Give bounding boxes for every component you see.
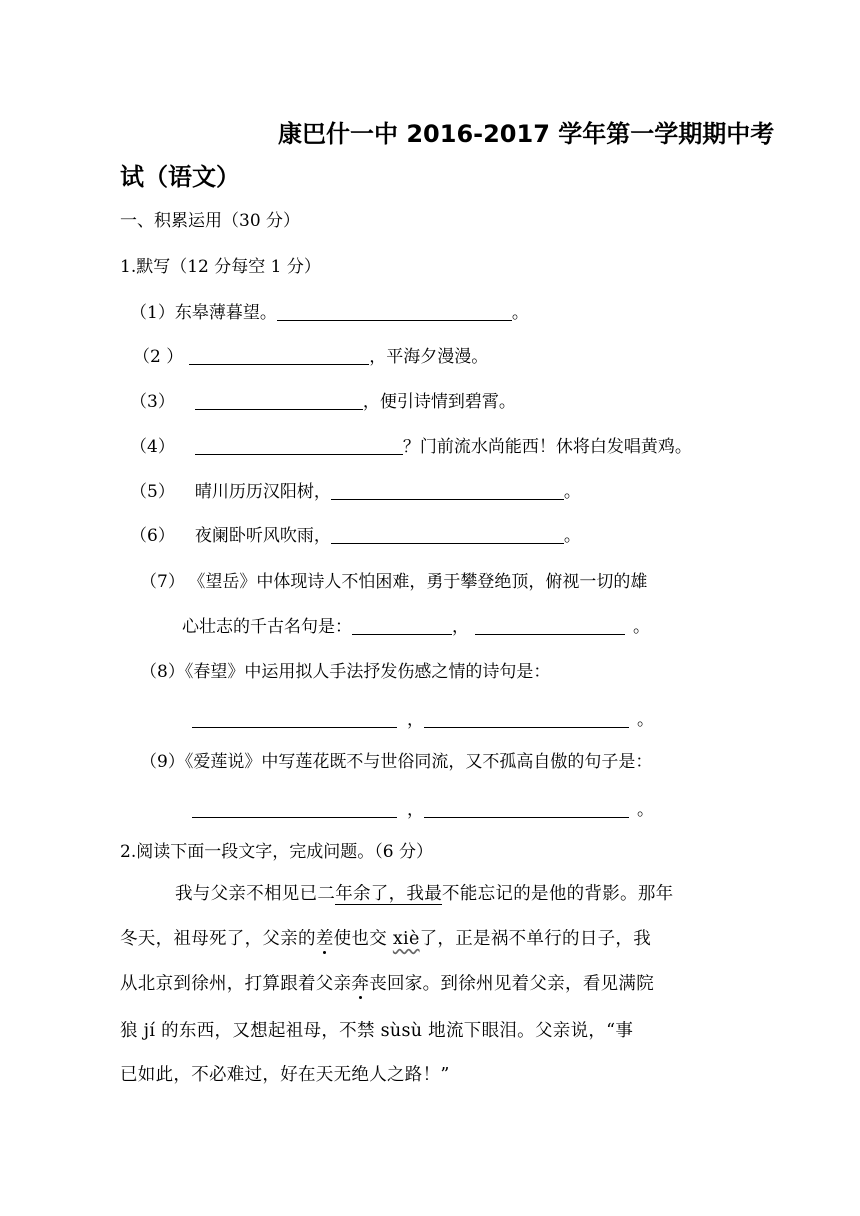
item-end: 。 bbox=[633, 617, 650, 637]
item-prompt: ？门前流水尚能西！休将白发唱黄鸡。 bbox=[402, 437, 692, 457]
item-prompt: 夜阑卧听风吹雨， bbox=[194, 526, 331, 546]
answer-blank[interactable] bbox=[189, 363, 369, 365]
passage-text: 我与父亲不相见已二 bbox=[175, 884, 336, 904]
answer-blank[interactable] bbox=[277, 319, 512, 321]
passage-line-5: 已如此，不必难过，好在天无绝人之路！” bbox=[120, 1065, 450, 1085]
question-1-item-3 bbox=[130, 387, 516, 412]
item-number: （2 ） bbox=[133, 347, 184, 367]
answer-blank[interactable] bbox=[192, 726, 397, 728]
item-prompt: 心壮志的千古名句是： bbox=[182, 617, 352, 637]
passage-text: 不能忘记的是他的背影。那年 bbox=[442, 884, 674, 904]
question-2-header: 2.阅读下面一段文字，完成问题。（6 分） bbox=[120, 842, 433, 862]
passage-text: 冬天，祖母死了，父亲的 bbox=[120, 929, 316, 949]
item-prompt: 晴川历历汉阳树， bbox=[194, 482, 331, 502]
answer-blank[interactable] bbox=[352, 633, 452, 635]
answer-blank[interactable] bbox=[424, 816, 629, 818]
dotted-character: 差 bbox=[315, 929, 334, 949]
item-end: 。 bbox=[511, 303, 529, 323]
passage-text: 了，正是祸不单行的日子，我 bbox=[419, 929, 652, 949]
item-number: （4） bbox=[130, 437, 175, 457]
passage-line-3 bbox=[120, 970, 654, 995]
item-end: 。 bbox=[637, 800, 654, 820]
passage-line-2 bbox=[120, 925, 651, 950]
question-1-item-8 bbox=[140, 657, 550, 682]
answer-blank[interactable] bbox=[195, 453, 403, 455]
item-prompt: 《望岳》中体现诗人不怕困难，勇于攀登绝顶，俯视一切的雄 bbox=[196, 572, 648, 592]
item-prompt: 《爱莲说》中写莲花既不与世俗同流，又不孤高自傲的句子是： bbox=[184, 752, 653, 772]
item-end: 。 bbox=[563, 526, 581, 546]
item-number: （1） bbox=[130, 303, 175, 323]
item-comma: ， bbox=[452, 617, 469, 637]
answer-blank[interactable] bbox=[331, 542, 564, 544]
question-1-item-9 bbox=[140, 747, 652, 772]
question-1-item-5 bbox=[130, 477, 581, 502]
item-number: （9） bbox=[140, 752, 185, 772]
passage-text: 从北京到徐州，打算跟着父亲 bbox=[120, 974, 352, 994]
item-number: （6） bbox=[130, 526, 175, 546]
item-comma: ， bbox=[407, 710, 424, 730]
question-1-item-4 bbox=[130, 432, 692, 457]
answer-blank[interactable] bbox=[331, 498, 564, 500]
section-heading: 一、积累运用（30 分） bbox=[120, 211, 301, 231]
passage-line-1 bbox=[175, 880, 673, 905]
question-1-item-1 bbox=[130, 298, 529, 323]
item-number: （8） bbox=[140, 662, 185, 682]
item-prompt: ，平海夕漫漫。 bbox=[369, 347, 489, 367]
exam-title-line1: 康巴什一中 2016-2017 学年第一学期期中考 bbox=[278, 120, 775, 148]
question-1-item-9-answers bbox=[192, 795, 654, 820]
question-1-item-2 bbox=[133, 342, 488, 367]
passage-text: 丧回家。到徐州见着父亲，看见满院 bbox=[369, 974, 655, 994]
item-prompt: ，便引诗情到碧霄。 bbox=[362, 392, 516, 412]
item-number: （3） bbox=[130, 392, 175, 412]
answer-blank[interactable] bbox=[192, 816, 397, 818]
item-number: （5） bbox=[130, 482, 175, 502]
item-end: 。 bbox=[637, 710, 654, 730]
item-prompt: 《春望》中运用拟人手法抒发伤感之情的诗句是： bbox=[184, 662, 551, 682]
answer-blank[interactable] bbox=[475, 633, 625, 635]
item-number: （7） bbox=[140, 572, 185, 592]
item-prompt: 东皋薄暮望。 bbox=[174, 303, 277, 323]
pinyin-wavy: xiè bbox=[392, 929, 420, 949]
answer-blank[interactable] bbox=[195, 408, 363, 410]
dotted-character: 奔 bbox=[351, 974, 370, 994]
passage-line-4: 狼 jí 的东西，又想起祖母，不禁 sùsù 地流下眼泪。父亲说，“事 bbox=[120, 1021, 634, 1041]
item-comma: ， bbox=[407, 800, 424, 820]
exam-title-line2: 试（语文） bbox=[120, 163, 240, 191]
answer-blank[interactable] bbox=[424, 726, 629, 728]
question-1-item-8-answers bbox=[192, 705, 654, 730]
question-1-item-7 bbox=[140, 567, 647, 592]
question-1-item-7-continued bbox=[182, 612, 650, 637]
passage-text: 使也交 bbox=[333, 929, 393, 949]
question-1-item-6 bbox=[130, 521, 581, 546]
underlined-phrase: 年余了，我最 bbox=[335, 884, 443, 904]
item-end: 。 bbox=[563, 482, 581, 502]
question-1-header: 1.默写（12 分每空 1 分） bbox=[120, 257, 321, 277]
